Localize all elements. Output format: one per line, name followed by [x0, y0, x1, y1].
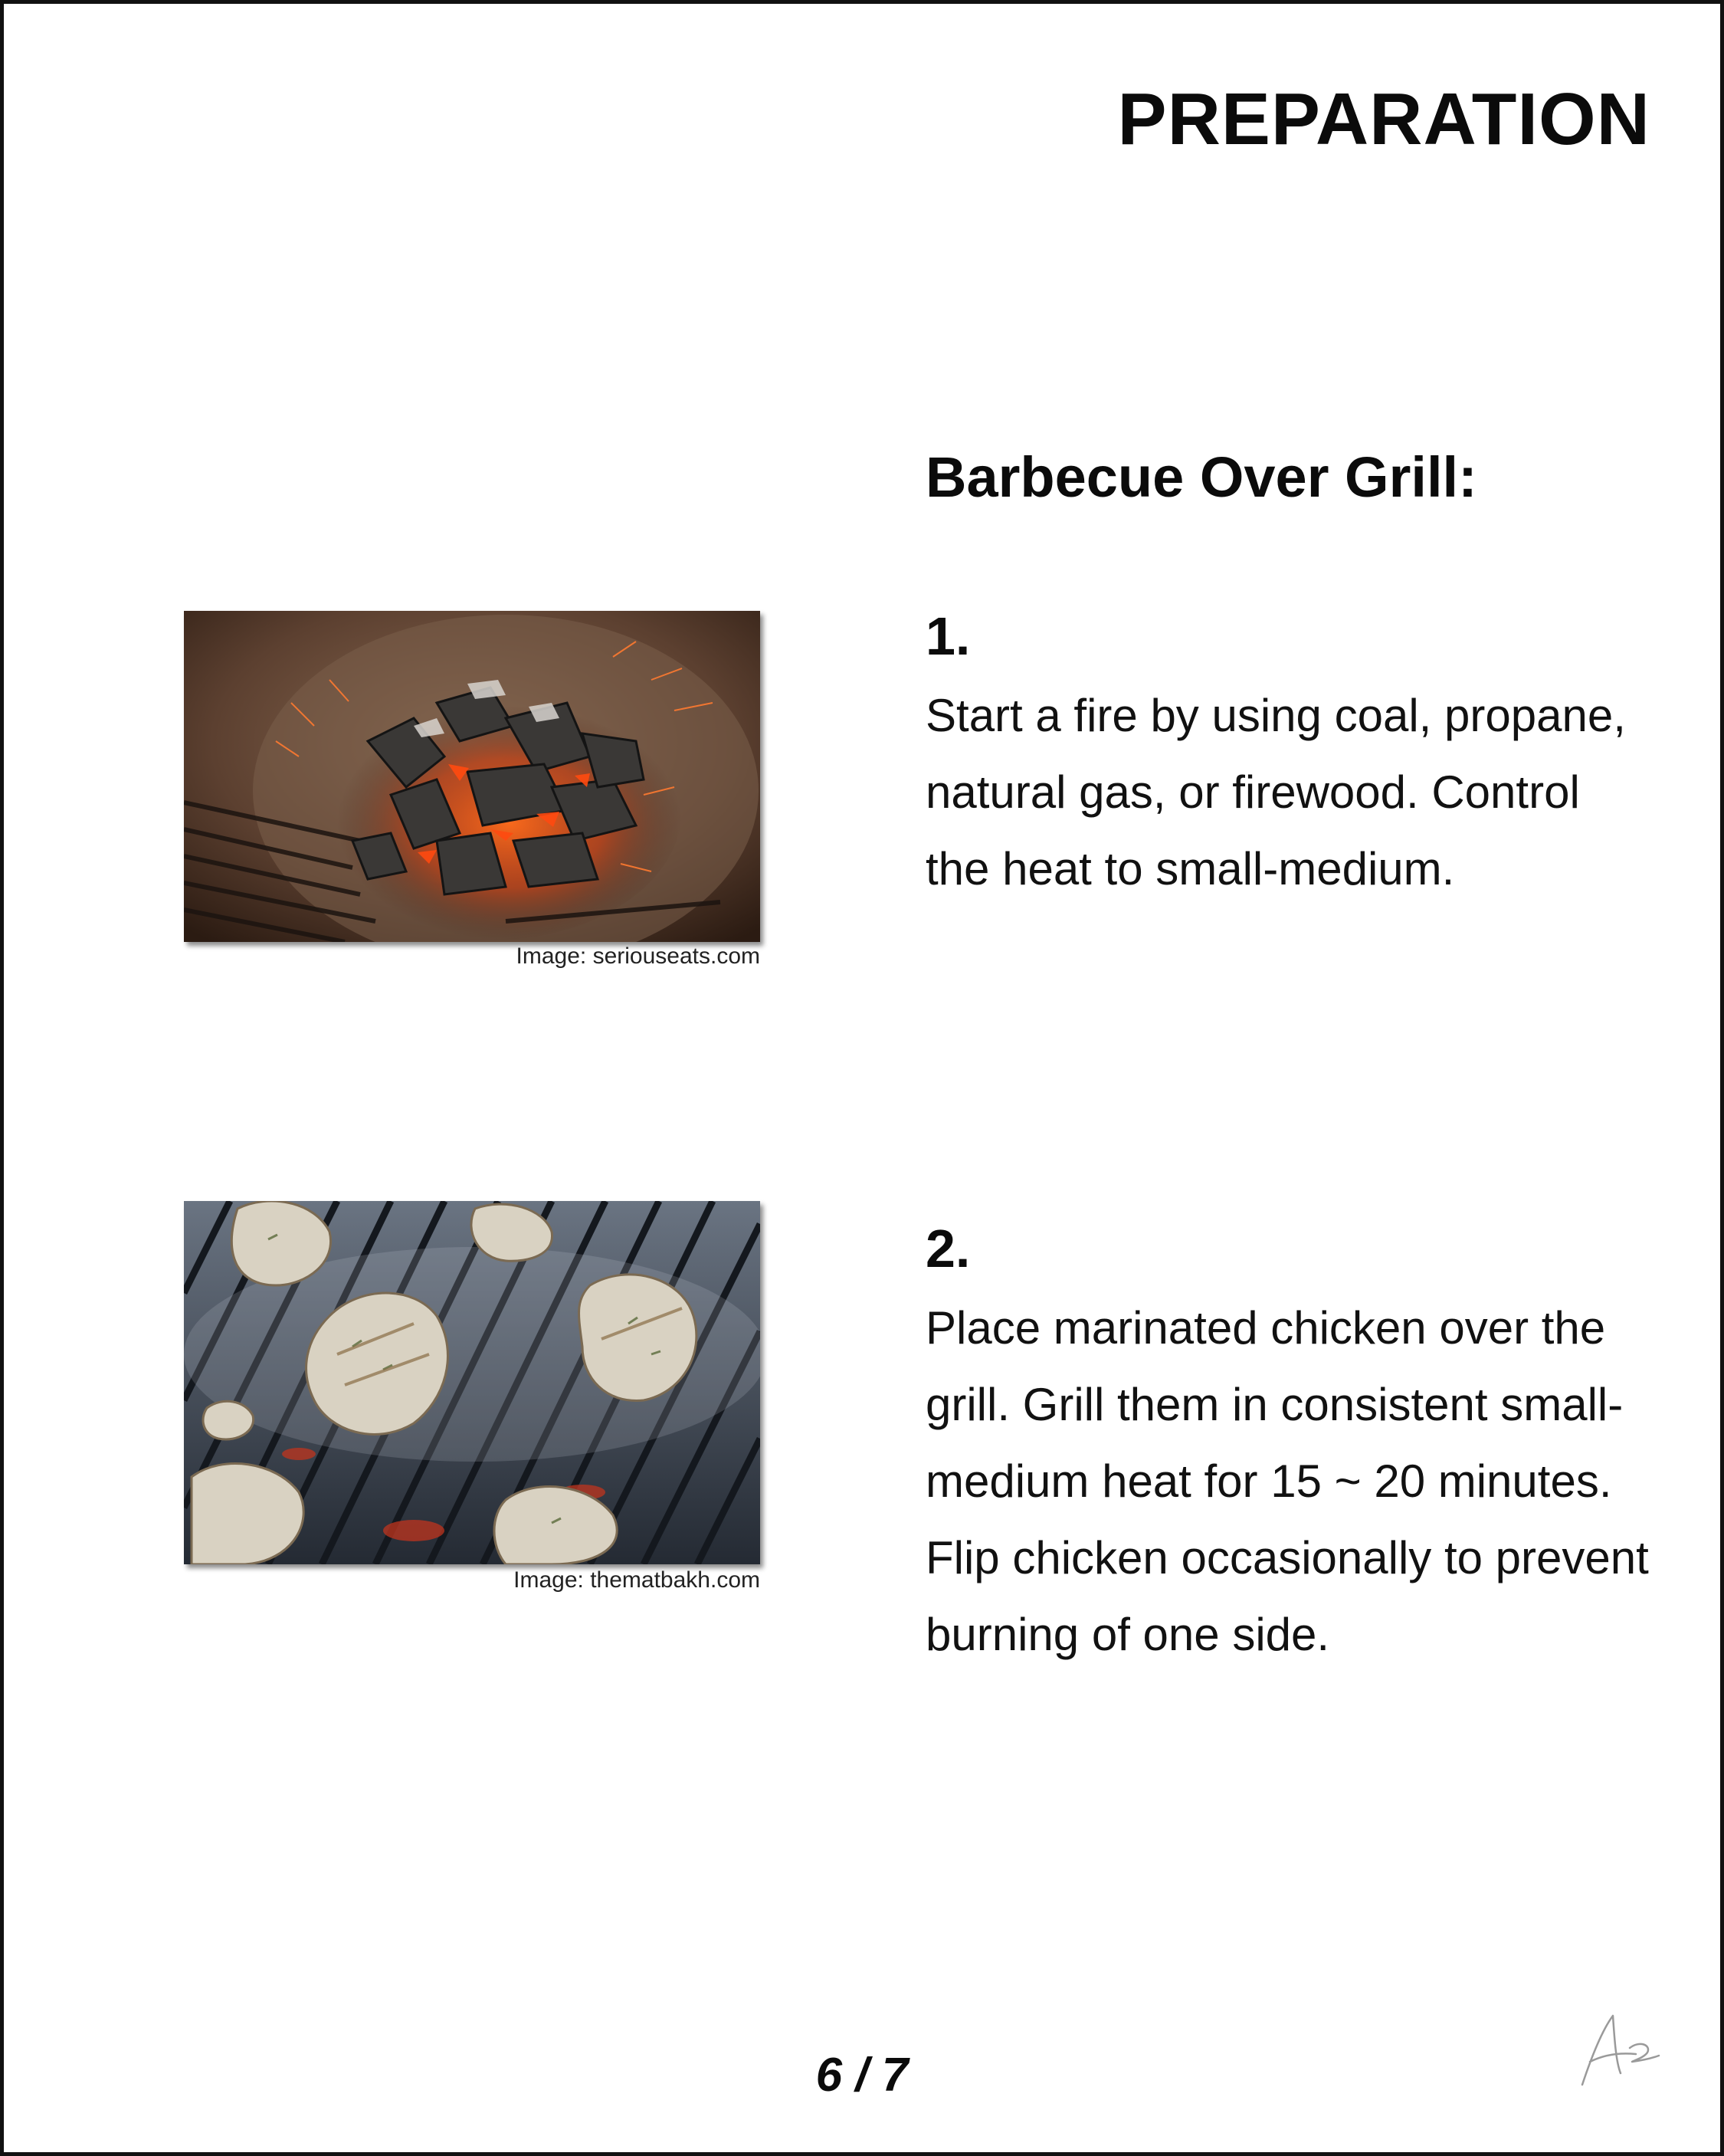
image-caption: Image: thematbakh.com [513, 1567, 760, 1593]
signature-mark [1567, 2000, 1667, 2100]
grilled-chicken-illustration [184, 1201, 760, 1564]
page-number: 6 / 7 [815, 2049, 909, 2102]
page-title: PREPARATION [1117, 78, 1650, 160]
charcoal-fire-image [184, 611, 760, 942]
step-text: Place marinated chicken over the grill. Grill them in consistent small-medium heat for 15 ~ 20 minutes. Flip chicken occasionally to prevent burning of one side. [926, 1302, 1649, 1660]
grilled-chicken-image [184, 1201, 760, 1564]
step-number: 1. [926, 606, 971, 666]
step-text: Start a fire by using coal, propane, natural gas, or firewood. Control the heat to small-medium. [926, 690, 1626, 894]
section-heading: Barbecue Over Grill: [926, 445, 1477, 509]
image-caption: Image: seriouseats.com [516, 943, 760, 969]
step-number: 2. [926, 1219, 971, 1278]
charcoal-fire-illustration [184, 611, 760, 942]
